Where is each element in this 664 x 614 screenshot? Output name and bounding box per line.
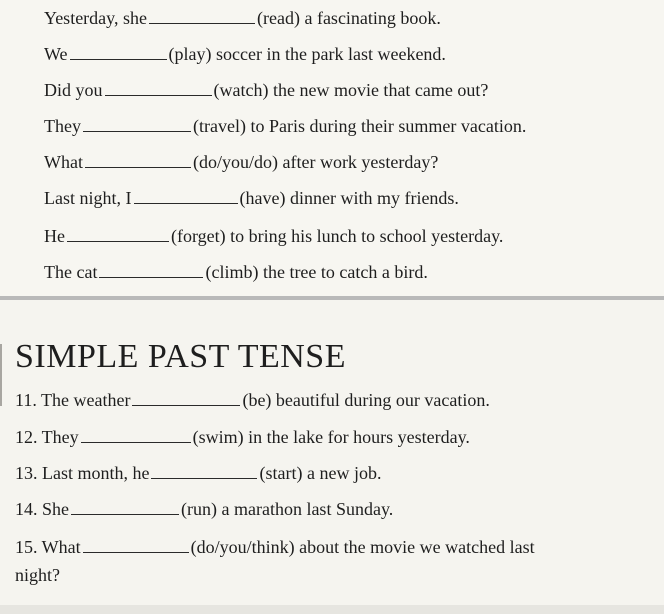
answer-blank (105, 82, 212, 96)
answer-blank (81, 429, 191, 443)
answer-blank (70, 46, 167, 60)
exercise-tail-text: (forget) to bring his lunch to school yesterday. (171, 226, 504, 246)
exercise-line (44, 80, 488, 100)
answer-blank (134, 190, 238, 204)
exercise-lead-text: 14. She (15, 499, 69, 519)
answer-blank (83, 118, 191, 132)
exercise-tail-text: (run) a marathon last Sunday. (181, 499, 394, 519)
numbered-exercise-line (15, 427, 470, 447)
exercise-lead-text: We (44, 44, 68, 64)
exercise-tail-text: (do/you/do) after work yesterday? (192, 152, 439, 172)
exercise-tail-text: (read) a fascinating book. (257, 8, 441, 28)
numbered-exercise-line (15, 463, 381, 483)
exercise-lead-text: 15. What (15, 537, 81, 557)
exercise-tail-text: (travel) to Paris during their summer vacation. (192, 116, 527, 136)
exercise-lead-text: 13. Last month, he (15, 463, 150, 483)
bottom-page-edge (0, 605, 664, 614)
exercise-lead-text: Last night, I (44, 188, 132, 208)
exercise-line (44, 44, 446, 64)
exercise-tail-text: (have) dinner with my friends. (239, 188, 459, 208)
exercise-line (44, 226, 503, 246)
exercise-line (44, 188, 459, 208)
exercise-lead-text: They (44, 116, 81, 136)
exercise-tail-text: (climb) the tree to catch a bird. (205, 262, 428, 282)
exercise-continuation-line: night? (15, 565, 60, 585)
exercise-lead-text: What (44, 152, 83, 172)
answer-blank (85, 154, 191, 168)
exercise-lead-text: 12. They (15, 427, 79, 447)
exercise-tail-text: (be) beautiful during our vacation. (242, 390, 490, 410)
exercise-lead-text: He (44, 226, 65, 246)
exercise-lead-text: Did you (44, 80, 103, 100)
answer-blank (132, 392, 240, 406)
exercise-lead-text: Yesterday, she (44, 8, 147, 28)
exercise-tail-text: (swim) in the lake for hours yesterday. (192, 427, 470, 447)
numbered-exercise-line (15, 537, 535, 557)
answer-blank (71, 501, 179, 515)
exercise-line (44, 262, 428, 282)
exercise-line (44, 8, 441, 28)
exercise-line (44, 116, 526, 136)
answer-blank (67, 228, 169, 242)
numbered-exercise-line (15, 499, 393, 519)
exercise-line (44, 152, 438, 172)
exercise-lead-text: The cat (44, 262, 98, 282)
answer-blank (99, 264, 203, 278)
exercise-tail-text: (start) a new job. (259, 463, 382, 483)
answer-blank (149, 10, 255, 24)
section-title: SIMPLE PAST TENSE (15, 338, 346, 375)
exercise-lead-text: 11. The weather (15, 390, 131, 410)
exercise-tail-text: (watch) the new movie that came out? (213, 80, 489, 100)
exercise-tail-text: (play) soccer in the park last weekend. (168, 44, 446, 64)
numbered-exercise-line (15, 390, 490, 410)
answer-blank (151, 465, 257, 479)
answer-blank (83, 539, 189, 553)
exercise-tail-text: (do/you/think) about the movie we watched last (190, 537, 535, 557)
left-margin-rule (0, 344, 2, 406)
